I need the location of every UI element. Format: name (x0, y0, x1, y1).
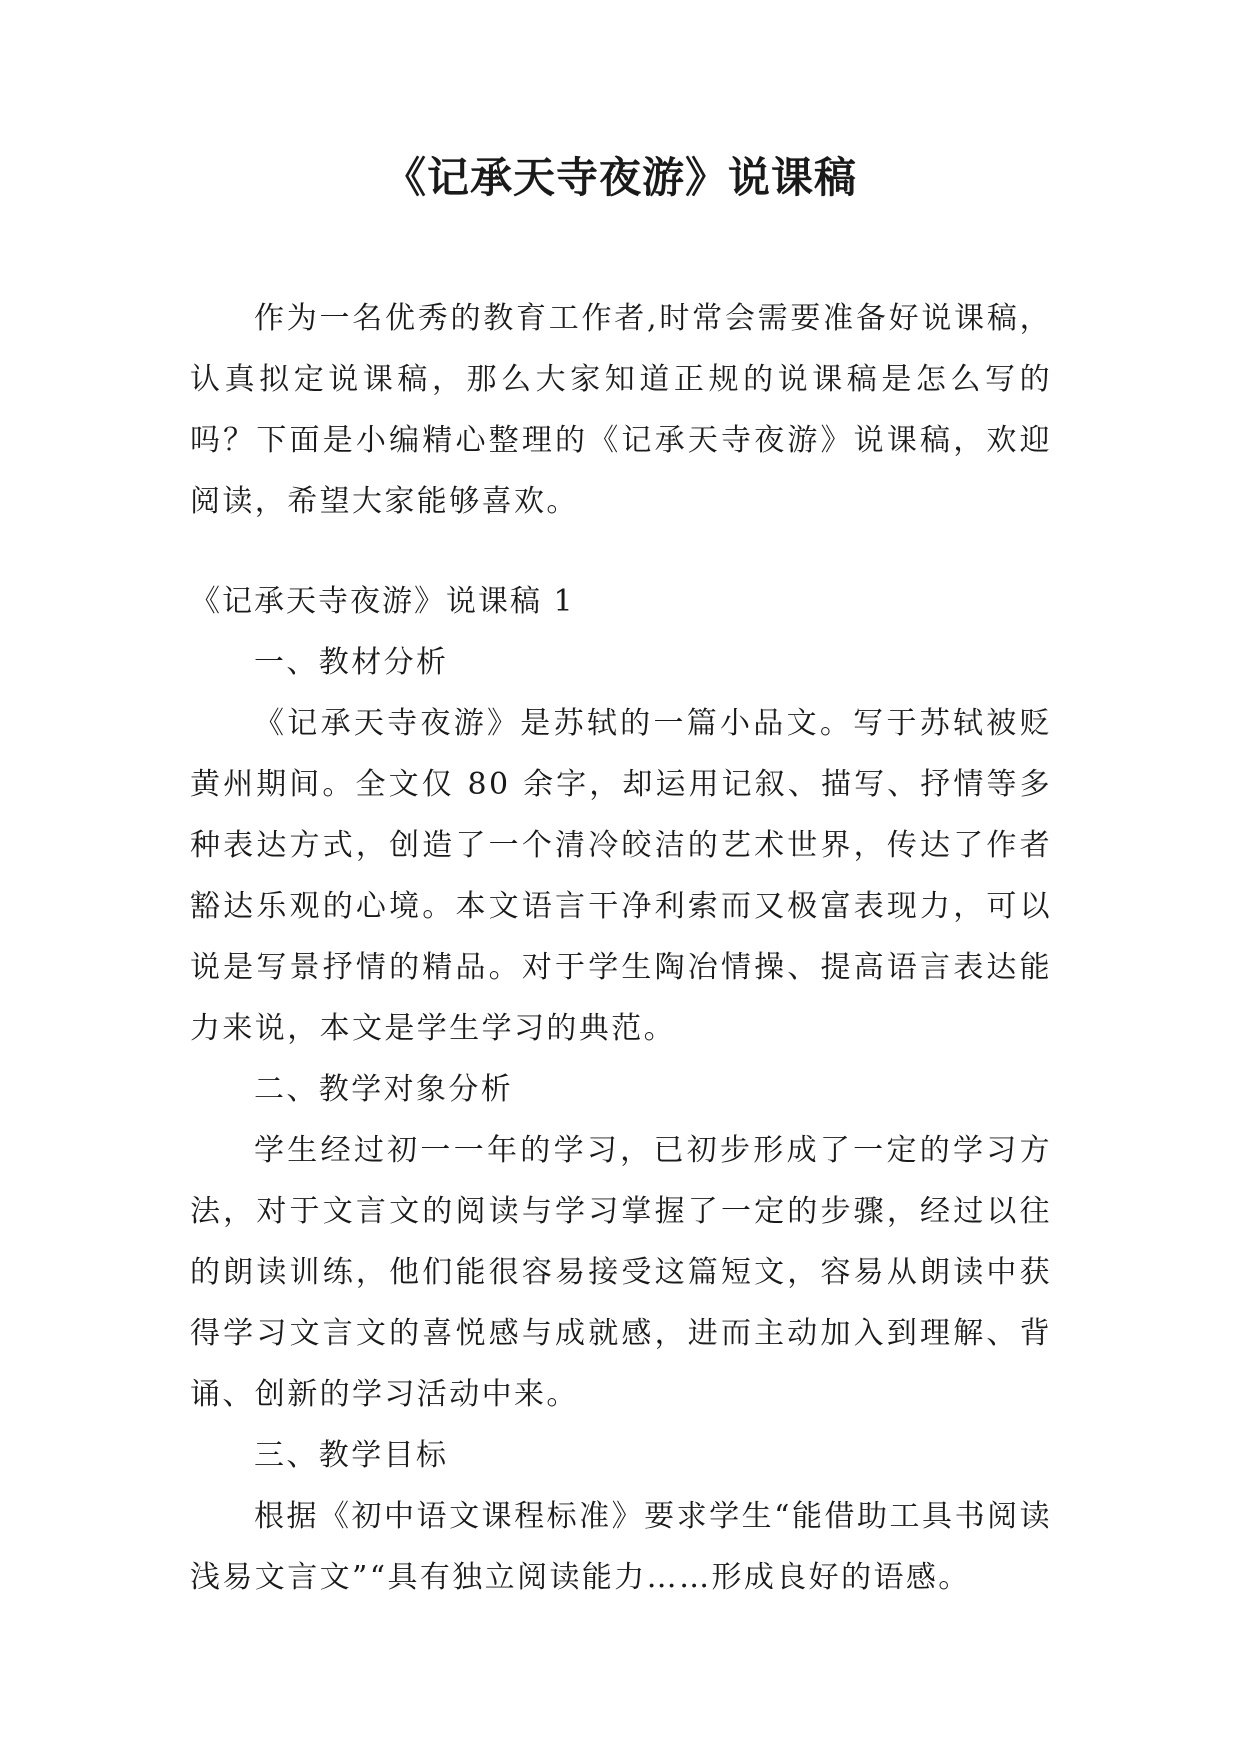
material-analysis-paragraph: 《记承天寺夜游》是苏轼的一篇小品文。写于苏轼被贬黄州期间。全文仅 80 余字，却运用记叙、描写、抒情等多种表达方式，创造了一个清冷皎洁的艺术世界，传达了作者豁达乐观的心境。本文语言干净利索而又极富表现力，可以说是写景抒情的精品。对于学生陶冶情操、提高语言表达能力来说，本文是学生学习的典范。 (190, 706, 1052, 1046)
section-heading-material-analysis: 一、教材分析 (254, 645, 449, 680)
teaching-goals-paragraph: 根据《初中语文课程标准》要求学生“能借助工具书阅读浅易文言文”“具有独立阅读能力……形成良好的语感。 (190, 1499, 1052, 1595)
paragraph-gap (190, 532, 1052, 571)
intro-paragraph: 作为一名优秀的教育工作者,时常会需要准备好说课稿，认真拟定说课稿，那么大家知道正规的说课稿是怎么写的吗？下面是小编精心整理的《记承天寺夜游》说课稿，欢迎阅读，希望大家能够喜欢。 (190, 301, 1052, 519)
student-analysis-paragraph: 学生经过初一一年的学习，已初步形成了一定的学习方法，对于文言文的阅读与学习掌握了一定的步骤，经过以往的朗读训练，他们能很容易接受这篇短文，容易从朗读中获得学习文言文的喜悦感与成就感，进而主动加入到理解、背诵、创新的学习活动中来。 (190, 1133, 1052, 1412)
section-title: 《记承天寺夜游》说课稿 1 (190, 584, 575, 619)
section-heading-teaching-goals: 三、教学目标 (254, 1438, 449, 1473)
document-title: 《记承天寺夜游》说课稿 (383, 153, 857, 202)
section-heading-student-analysis: 二、教学对象分析 (254, 1072, 514, 1107)
document-body (190, 288, 1052, 1608)
